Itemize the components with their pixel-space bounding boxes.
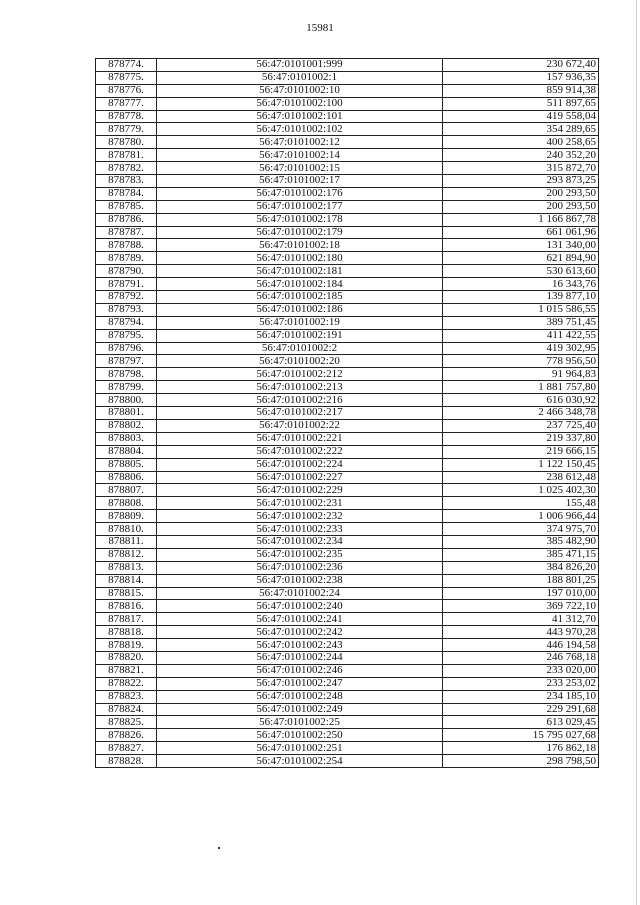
cadastral-number-cell: 56:47:0101002:10 [157,84,443,97]
cadastral-number-cell: 56:47:0101002:221 [157,432,443,445]
cadastral-number-cell: 56:47:0101002:178 [157,213,443,226]
cadastral-number-cell: 56:47:0101002:184 [157,278,443,291]
cadastral-number-cell: 56:47:0101002:246 [157,664,443,677]
table-row [96,626,599,639]
value-cell: 1 015 586,55 [443,303,599,316]
table-row [96,651,599,664]
value-cell: 234 185,10 [443,690,599,703]
cadastral-number-cell: 56:47:0101002:251 [157,742,443,755]
cadastral-number-cell: 56:47:0101002:181 [157,265,443,278]
row-number-cell: 878816. [96,600,157,613]
cadastral-number-cell: 56:47:0101002:212 [157,368,443,381]
value-cell: 400 258,65 [443,136,599,149]
value-cell: 1 122 150,45 [443,458,599,471]
table-row [96,59,599,72]
value-cell: 230 672,40 [443,59,599,72]
table-row [96,471,599,484]
row-number-cell: 878826. [96,729,157,742]
table-row [96,84,599,97]
row-number-cell: 878818. [96,626,157,639]
row-number-cell: 878782. [96,162,157,175]
value-cell: 1 166 867,78 [443,213,599,226]
value-cell: 613 029,45 [443,716,599,729]
cadastral-number-cell: 56:47:0101002:235 [157,548,443,561]
row-number-cell: 878810. [96,523,157,536]
table-row [96,278,599,291]
row-number-cell: 878792. [96,291,157,304]
row-number-cell: 878820. [96,651,157,664]
row-number-cell: 878803. [96,432,157,445]
row-number-cell: 878801. [96,407,157,420]
value-cell: 200 293,50 [443,187,599,200]
table-row [96,690,599,703]
value-cell: 511 897,65 [443,97,599,110]
table-row [96,239,599,252]
value-cell: 219 337,80 [443,432,599,445]
table-row [96,484,599,497]
value-cell: 155,48 [443,497,599,510]
table-row [96,419,599,432]
table-row [96,291,599,304]
table-row [96,716,599,729]
value-cell: 293 873,25 [443,175,599,188]
row-number-cell: 878790. [96,265,157,278]
table-row [96,175,599,188]
value-cell: 354 289,65 [443,123,599,136]
row-number-cell: 878774. [96,59,157,72]
value-cell: 859 914,38 [443,84,599,97]
value-cell: 443 970,28 [443,626,599,639]
cadastral-number-cell: 56:47:0101002:213 [157,381,443,394]
row-number-cell: 878786. [96,213,157,226]
table-row [96,432,599,445]
row-number-cell: 878811. [96,535,157,548]
cadastral-number-cell: 56:47:0101002:240 [157,600,443,613]
value-cell: 219 666,15 [443,445,599,458]
row-number-cell: 878784. [96,187,157,200]
cadastral-number-cell: 56:47:0101002:2 [157,342,443,355]
table-row [96,458,599,471]
row-number-cell: 878787. [96,226,157,239]
cadastral-number-cell: 56:47:0101002:179 [157,226,443,239]
cadastral-number-cell: 56:47:0101002:248 [157,690,443,703]
page-number: 15981 [306,22,334,34]
value-cell: 91 964,83 [443,368,599,381]
value-cell: 200 293,50 [443,200,599,213]
row-number-cell: 878779. [96,123,157,136]
cadastral-number-cell: 56:47:0101002:191 [157,329,443,342]
table-body [96,59,599,768]
value-cell: 197 010,00 [443,587,599,600]
row-number-cell: 878823. [96,690,157,703]
table-row [96,136,599,149]
row-number-cell: 878805. [96,458,157,471]
cadastral-number-cell: 56:47:0101002:12 [157,136,443,149]
row-number-cell: 878775. [96,71,157,84]
value-cell: 1 025 402,30 [443,484,599,497]
table-row [96,187,599,200]
row-number-cell: 878778. [96,110,157,123]
table-row [96,497,599,510]
cadastral-number-cell: 56:47:0101002:231 [157,497,443,510]
value-cell: 176 862,18 [443,742,599,755]
cadastral-number-cell: 56:47:0101002:100 [157,97,443,110]
value-cell: 616 030,92 [443,394,599,407]
row-number-cell: 878822. [96,677,157,690]
value-cell: 1 006 966,44 [443,510,599,523]
cadastral-number-cell: 56:47:0101002:185 [157,291,443,304]
row-number-cell: 878795. [96,329,157,342]
table-row [96,445,599,458]
cadastral-number-cell: 56:47:0101002:244 [157,651,443,664]
table-row [96,510,599,523]
row-number-cell: 878809. [96,510,157,523]
row-number-cell: 878797. [96,355,157,368]
table-row [96,742,599,755]
table-row [96,213,599,226]
cadastral-number-cell: 56:47:0101002:254 [157,755,443,768]
table-row [96,613,599,626]
cadastral-number-cell: 56:47:0101002:176 [157,187,443,200]
table-row [96,664,599,677]
registry-table [95,58,599,768]
cadastral-number-cell: 56:47:0101002:14 [157,149,443,162]
value-cell: 229 291,68 [443,703,599,716]
value-cell: 1 881 757,80 [443,381,599,394]
row-number-cell: 878817. [96,613,157,626]
value-cell: 389 751,45 [443,316,599,329]
cadastral-number-cell: 56:47:0101002:224 [157,458,443,471]
row-number-cell: 878781. [96,149,157,162]
cadastral-number-cell: 56:47:0101002:102 [157,123,443,136]
row-number-cell: 878819. [96,639,157,652]
cadastral-number-cell: 56:47:0101002:233 [157,523,443,536]
value-cell: 369 722,10 [443,600,599,613]
table-row [96,368,599,381]
cadastral-number-cell: 56:47:0101002:19 [157,316,443,329]
value-cell: 157 936,35 [443,71,599,84]
cadastral-number-cell: 56:47:0101002:234 [157,535,443,548]
cadastral-number-cell: 56:47:0101002:222 [157,445,443,458]
cadastral-number-cell: 56:47:0101002:177 [157,200,443,213]
value-cell: 41 312,70 [443,613,599,626]
cadastral-number-cell: 56:47:0101002:236 [157,561,443,574]
cadastral-number-cell: 56:47:0101002:229 [157,484,443,497]
table-row [96,329,599,342]
cadastral-number-cell: 56:47:0101002:18 [157,239,443,252]
row-number-cell: 878812. [96,548,157,561]
table-row [96,71,599,84]
cadastral-number-cell: 56:47:0101002:15 [157,162,443,175]
cadastral-number-cell: 56:47:0101002:242 [157,626,443,639]
value-cell: 315 872,70 [443,162,599,175]
cadastral-number-cell: 56:47:0101002:22 [157,419,443,432]
table-row [96,149,599,162]
table-row [96,755,599,768]
row-number-cell: 878821. [96,664,157,677]
cadastral-number-cell: 56:47:0101001:999 [157,59,443,72]
cadastral-number-cell: 56:47:0101002:186 [157,303,443,316]
table-row [96,677,599,690]
table-row [96,639,599,652]
row-number-cell: 878814. [96,574,157,587]
row-number-cell: 878794. [96,316,157,329]
table-row [96,265,599,278]
value-cell: 374 975,70 [443,523,599,536]
row-number-cell: 878798. [96,368,157,381]
row-number-cell: 878824. [96,703,157,716]
value-cell: 411 422,55 [443,329,599,342]
table-row [96,600,599,613]
cadastral-number-cell: 56:47:0101002:25 [157,716,443,729]
cadastral-number-cell: 56:47:0101002:250 [157,729,443,742]
value-cell: 419 302,95 [443,342,599,355]
table-row [96,407,599,420]
cadastral-number-cell: 56:47:0101002:24 [157,587,443,600]
row-number-cell: 878806. [96,471,157,484]
row-number-cell: 878780. [96,136,157,149]
row-number-cell: 878804. [96,445,157,458]
table-row [96,97,599,110]
table-row [96,355,599,368]
cadastral-number-cell: 56:47:0101002:216 [157,394,443,407]
table-row [96,394,599,407]
value-cell: 246 768,18 [443,651,599,664]
value-cell: 530 613,60 [443,265,599,278]
table-row [96,587,599,600]
table-row [96,342,599,355]
table-row [96,548,599,561]
value-cell: 661 061,96 [443,226,599,239]
value-cell: 237 725,40 [443,419,599,432]
cadastral-number-cell: 56:47:0101002:101 [157,110,443,123]
cadastral-number-cell: 56:47:0101002:217 [157,407,443,420]
table-row [96,303,599,316]
table-row [96,123,599,136]
value-cell: 778 956,50 [443,355,599,368]
row-number-cell: 878799. [96,381,157,394]
value-cell: 385 482,90 [443,535,599,548]
cadastral-number-cell: 56:47:0101002:180 [157,252,443,265]
value-cell: 233 020,00 [443,664,599,677]
table-row [96,561,599,574]
cadastral-number-cell: 56:47:0101002:247 [157,677,443,690]
value-cell: 446 194,58 [443,639,599,652]
row-number-cell: 878785. [96,200,157,213]
cadastral-number-cell: 56:47:0101002:249 [157,703,443,716]
value-cell: 15 795 027,68 [443,729,599,742]
row-number-cell: 878825. [96,716,157,729]
cadastral-number-cell: 56:47:0101002:20 [157,355,443,368]
scan-edge-line [636,0,637,905]
value-cell: 2 466 348,78 [443,407,599,420]
table-row [96,535,599,548]
value-cell: 298 798,50 [443,755,599,768]
row-number-cell: 878788. [96,239,157,252]
table-row [96,703,599,716]
row-number-cell: 878776. [96,84,157,97]
row-number-cell: 878800. [96,394,157,407]
row-number-cell: 878828. [96,755,157,768]
value-cell: 238 612,48 [443,471,599,484]
cadastral-number-cell: 56:47:0101002:1 [157,71,443,84]
table-row [96,110,599,123]
row-number-cell: 878807. [96,484,157,497]
table-row [96,226,599,239]
cadastral-number-cell: 56:47:0101002:241 [157,613,443,626]
scan-artifact-dot [218,847,220,849]
row-number-cell: 878827. [96,742,157,755]
row-number-cell: 878813. [96,561,157,574]
row-number-cell: 878793. [96,303,157,316]
row-number-cell: 878815. [96,587,157,600]
value-cell: 240 352,20 [443,149,599,162]
cadastral-number-cell: 56:47:0101002:227 [157,471,443,484]
row-number-cell: 878796. [96,342,157,355]
cadastral-number-cell: 56:47:0101002:243 [157,639,443,652]
value-cell: 385 471,15 [443,548,599,561]
table-row [96,381,599,394]
value-cell: 16 343,76 [443,278,599,291]
table-row [96,729,599,742]
table-row [96,200,599,213]
table-row [96,252,599,265]
table-row [96,316,599,329]
value-cell: 384 826,20 [443,561,599,574]
table-row [96,523,599,536]
value-cell: 188 801,25 [443,574,599,587]
table-row [96,162,599,175]
value-cell: 131 340,00 [443,239,599,252]
row-number-cell: 878791. [96,278,157,291]
row-number-cell: 878802. [96,419,157,432]
value-cell: 139 877,10 [443,291,599,304]
row-number-cell: 878777. [96,97,157,110]
row-number-cell: 878789. [96,252,157,265]
row-number-cell: 878808. [96,497,157,510]
row-number-cell: 878783. [96,175,157,188]
cadastral-number-cell: 56:47:0101002:238 [157,574,443,587]
table-row [96,574,599,587]
value-cell: 621 894,90 [443,252,599,265]
cadastral-number-cell: 56:47:0101002:17 [157,175,443,188]
cadastral-number-cell: 56:47:0101002:232 [157,510,443,523]
value-cell: 233 253,02 [443,677,599,690]
value-cell: 419 558,04 [443,110,599,123]
